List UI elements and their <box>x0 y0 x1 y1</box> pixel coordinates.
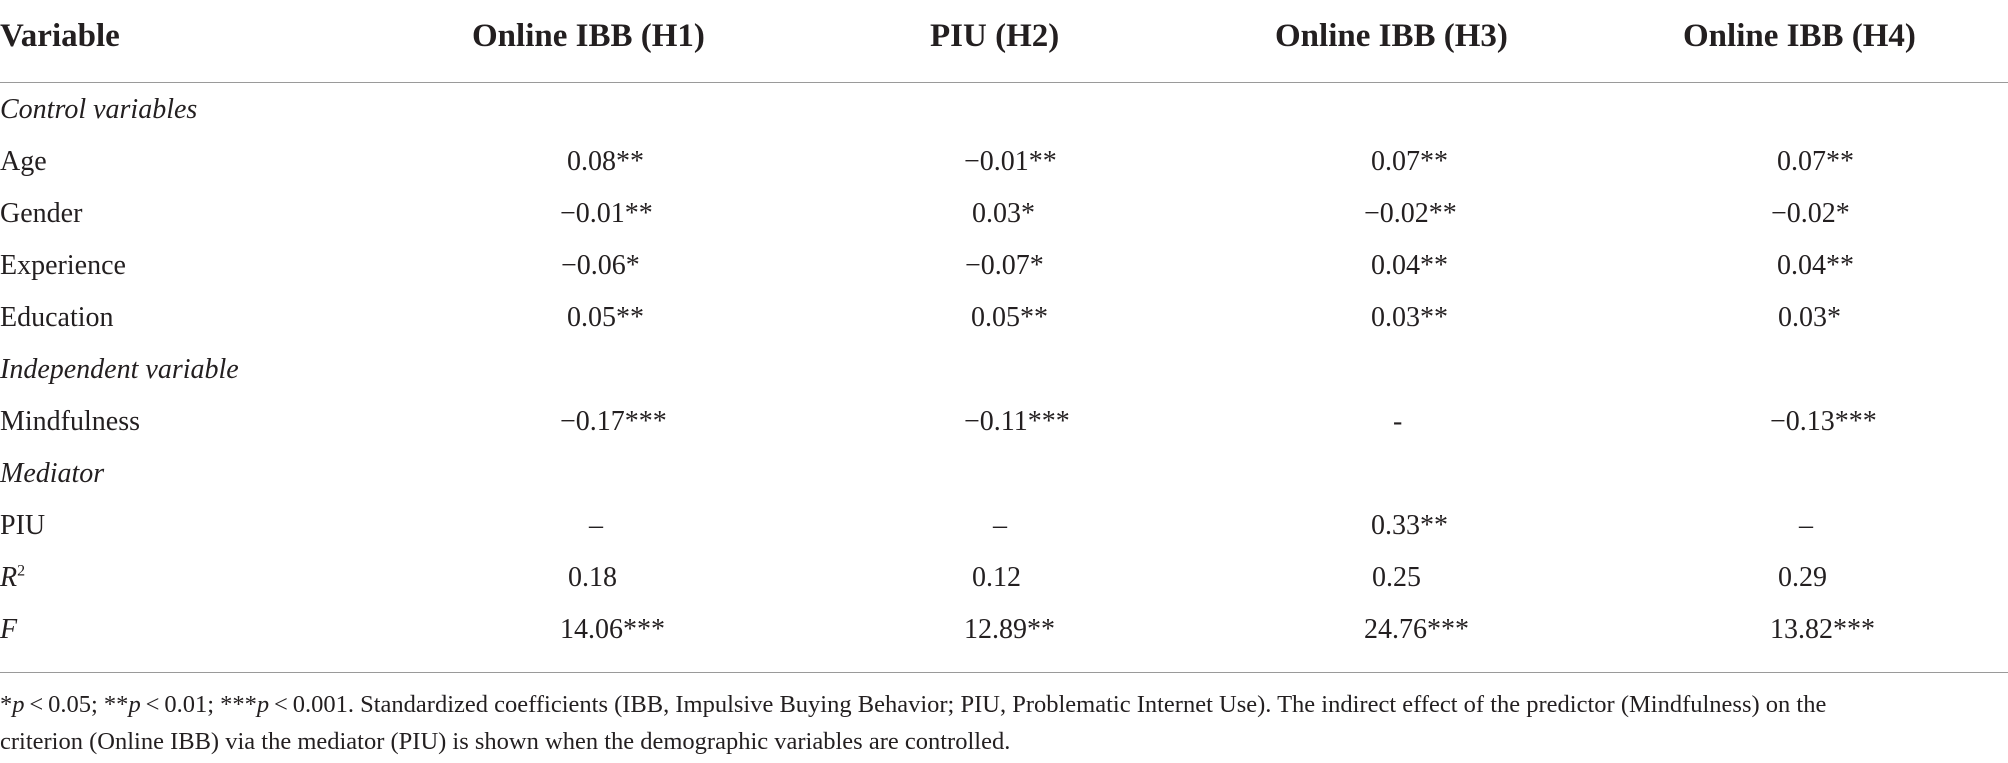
row-label: Experience <box>0 250 126 281</box>
value-cell: 0.12 <box>972 562 1021 593</box>
row-label: Mindfulness <box>0 406 140 437</box>
header-online-ibb-h3: Online IBB (H3) <box>1275 18 1508 54</box>
value-cell: 0.33** <box>1371 510 1448 541</box>
row-label: F <box>0 614 18 645</box>
row-label: Education <box>0 302 114 333</box>
value-cell: −0.02** <box>1364 198 1457 229</box>
value-cell: – <box>993 510 1007 541</box>
row-label: $R^2$ <box>0 562 26 593</box>
value-cell: −0.17*** <box>560 406 667 437</box>
value-cell: −0.11*** <box>964 406 1070 437</box>
value-cell: 0.18 <box>568 562 617 593</box>
table-row <box>0 294 2008 346</box>
header-variable: Variable <box>0 18 120 54</box>
value-cell: −0.13*** <box>1770 406 1877 437</box>
value-cell: 0.03* <box>972 198 1035 229</box>
value-cell: 12.89** <box>964 614 1055 645</box>
row-label: Age <box>0 146 47 177</box>
table-row <box>0 190 2008 242</box>
footnote-line-2: criterion (Online IBB) via the mediator (PIU) is shown when the demographic variables are controlled. <box>0 728 1011 755</box>
header-online-ibb-h1: Online IBB (H1) <box>472 18 705 54</box>
value-cell: 0.29 <box>1778 562 1827 593</box>
table-row <box>0 242 2008 294</box>
value-cell: 0.08** <box>567 146 644 177</box>
value-cell: 0.04** <box>1371 250 1448 281</box>
value-cell: −0.07* <box>965 250 1044 281</box>
section-row <box>0 346 2008 398</box>
table-row <box>0 138 2008 190</box>
section-label: Mediator <box>0 458 105 489</box>
value-cell: −0.02* <box>1771 198 1850 229</box>
value-cell: 0.05** <box>567 302 644 333</box>
header-piu-h2: PIU (H2) <box>930 18 1060 54</box>
value-cell: 0.03* <box>1778 302 1841 333</box>
value-cell: 0.07** <box>1777 146 1854 177</box>
value-cell: −0.06* <box>561 250 640 281</box>
table-row <box>0 554 2008 606</box>
row-label: PIU <box>0 510 46 541</box>
value-cell: 0.03** <box>1371 302 1448 333</box>
table-row <box>0 398 2008 450</box>
value-cell: – <box>589 510 603 541</box>
value-cell: 0.25 <box>1372 562 1421 593</box>
value-cell: 0.05** <box>971 302 1048 333</box>
value-cell: −0.01** <box>560 198 653 229</box>
value-cell: 13.82*** <box>1770 614 1875 645</box>
value-cell: 0.07** <box>1371 146 1448 177</box>
superscript: 2 <box>17 562 26 580</box>
footnote-line-1: *p < 0.05; **p < 0.01; ***p < 0.001. Standardized coefficients (IBB, Impulsive Buying Behavior; PIU, Problematic Internet Use). The indirect effect of the predictor (Mindfulness) on the <box>0 691 1827 718</box>
table-footnote <box>0 686 2000 760</box>
table-row <box>0 606 2008 658</box>
value-cell: −0.01** <box>964 146 1057 177</box>
value-cell: - <box>1393 406 1403 437</box>
section-label: Independent variable <box>0 354 239 385</box>
table-footer-rule <box>0 672 2008 673</box>
value-cell: 14.06*** <box>560 614 665 645</box>
row-label: Gender <box>0 198 83 229</box>
value-cell: 0.04** <box>1777 250 1854 281</box>
value-cell: 24.76*** <box>1364 614 1469 645</box>
table-row <box>0 502 2008 554</box>
value-cell: – <box>1799 510 1813 541</box>
section-label: Control variables <box>0 94 198 125</box>
table-header-row <box>0 0 2008 83</box>
section-row <box>0 86 2008 138</box>
header-online-ibb-h4: Online IBB (H4) <box>1683 18 1916 54</box>
section-row <box>0 450 2008 502</box>
